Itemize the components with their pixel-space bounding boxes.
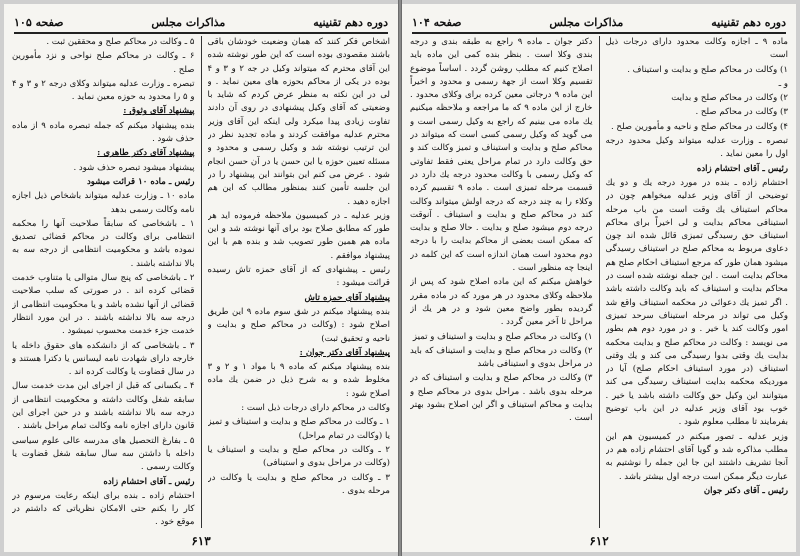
paragraph: تبصره ـ وزارت عدليه ميتواند وكيل محدود درجه اول را معين نمايد .	[605, 136, 788, 160]
text-columns	[12, 36, 390, 528]
paragraph: تبصره ـ وزارت عدليه ميتواند وكلاى درجه ۲ و ۳ و ۴ و ۵ را محدود به حوزه معين نمايد .	[12, 78, 195, 103]
paragraph: وكالت در محاكم داراى درجات ذيل است :	[241, 403, 390, 414]
paragraph: اشخاص فكر كنند كه همان وضعيت خودشان باقى باشند مقصودى بوده است كه اين طور نوشته شده اين آقاى محترم كه ميتواند وكيل در جه ۲ و ۳ و ۴ بوده در يكى از محاكم بحوزه هاى معين نمايد . و لى در اين نكته به منظر عرض كردم كه شايد با وضعيتى كه آقاى وكيل پيشنهادى در روى آن دادند تفاوت زيادى پيدا ميكرد ولى اينكه اين آقاى وزير محترم عدليه موافقت كردند و ماده تجديد نظر در اين ترتيب نوشته شد و وكيل رسمى و محدود و مسئله تعيين حوزه يا اين حسن يا در آن حسن انجام شود . عرض مى كنم اين بتوانند اين پيشنهاد را در اين جلسه تأمين كنند بمنظور مطالب كه اين هم اجازه دهيد .	[207, 37, 390, 207]
paragraph: وزير عدليه ـ تصور ميكنم در كميسيون هم اين مطلب مذاكره شد و گويا آقاى احتشام زاده هم در آنجا تشريف داشتند اين جا اين جمله را نوشتيم به عبارت ديگر ممكن است درجه اول بيشتر باشد .	[605, 431, 788, 482]
column-divider	[599, 36, 600, 528]
paragraph: احتشام زاده ـ بنده در مورد درجه يك و دو يك توضيحى از آقاى وزير عدليه ميخواهم چون در محاكم استيناف يك وقت است من باب مرحله استينافى محاكم بدايت و لى اخيراً براى محاكم استيناف حق رسيدگى تميزى قائل شده اند چون دعاوى مربوط به محاكم صلح در استيناف رسيدگى ميشود همان طور كه مرجع استيناف احكام صلح هم محاكم بدايت است . اين جمله نوشته شده است در محاكم بدايت و استيناف كه بايد وكالت داشته باشد . اگر تميز يك دعوائى در محكمه استيناف واقع شد وكيل مى تواند در مرحله استيناف سرحد تميزى امور وكالت كند يا خير . و در مورد دوم هم بطور مى نويسد : وكالت در محاكم صلح و بدايت محكمه بدايت يك وقتى بدوا رسيدگى مى كند و يك وقتى استيناف (در مورد استيناف احكام صلح) آيا در مورديكه محكمه بدايت استيناف رسيدگى مى كند ميتوانند اين وكيل حق وكالت داشته باشد يا خير . خوب بود آقاى وزير عدليه در اين باب توضيح بفرمايند تا مطلب معلوم شود .	[605, 177, 788, 428]
paragraph: ۳) وكالت در محاكم صلح و بدايت و استيناف كه در مرحله بدوى باشد . مراحل بدوى در محاكم صلح و بدايت و محاكم استيناف و اگر اين اصلاح بشود بهتر است .	[410, 373, 593, 424]
paragraph: ۳ ـ وكالت در محاكم صلح و بدايت يا وكالت در مرحله بدوى .	[207, 472, 390, 496]
paragraph: رئيس ـ آقاى احتشام زاده	[696, 163, 788, 174]
paragraph: ۱ ـ باشخاصى كه سابقاً صلاحيت آنها را محكمه انتظامى براى وكالت در محاكم قضائى تصديق نموده باشد و محكوميت انتظامى از درجه سه به بالا نداشته باشند .	[12, 218, 195, 269]
left-page	[4, 4, 398, 552]
paragraph: ۳) وكالت در محاكم صلح .	[695, 107, 788, 118]
paragraph: پيشنهاد آقاى وثوق :	[123, 106, 195, 117]
page-footer-number: ۶۱۲	[589, 534, 609, 548]
header-title: مذاكرات مجلس	[151, 15, 226, 29]
header-title: مذاكرات مجلس	[549, 15, 624, 29]
paragraph: ۲ ـ باشخاصى كه پنج سال متوالى يا متناوب خدمت قضائى كرده اند . در صورتى كه سلب صلاحيت قضائى از آنها نشده باشد و يا محكوميت انتظامى از درجه سه بالا نداشته باشند . در اين مورد انتظار خدمت جزء خدمت محسوب نميشود .	[12, 273, 195, 337]
paragraph: ۳ ـ باشخاصى كه از دانشكده هاى حقوق داخله يا خارجه داراى شهادت نامه ليسانس يا دكترا هستند و در سال قضاوت يا وكالت كرده اند .	[12, 340, 195, 378]
paragraph: بنده پيشنهاد ميكنم كه ماده ۹ با مواد ۱ و ۲ و ۳ مخلوط شده و به شرح ذيل در ضمن يك ماده اصلاح شود :	[207, 362, 390, 399]
paragraph: ۲ ـ وكالت در محاكم صلح و بدايت و استيناف يا (وكالت در مراحل بدوى و استينافى)	[207, 444, 390, 469]
text-columns	[410, 36, 788, 528]
paragraph: ۵ ـ وكالت در محاكم صلح و محققين ثبت .	[46, 37, 195, 47]
paragraph: احتشام زاده ـ بنده براى اينكه رعايت مرسوم در كار را بكنم حتى الامكان نظرياتى كه داشتم در موقع خود .	[12, 490, 195, 528]
paragraph: رئيس ـ آقاى دكتر جوان	[703, 485, 788, 496]
header-term: دوره دهم تقنينيه	[711, 15, 786, 29]
paragraph: بنده پيشنهاد ميكنم كه جمله تبصره ماده ۹ از ماده حذف شود .	[12, 120, 195, 145]
paragraph: خواهش ميكنم كه اين ماده اصلاح شود كه پس از ملاحظه وكلاى محدود در هر مورد كه در ماده مقرر گرديده بطور واضح معين شود و در هر يك از مراحل تا آخر معين گردد .	[410, 277, 593, 328]
paragraph: وزير عدليه ـ در كميسيون ملاحظه فرموده ايد هر طور كه مطابق صلاح بود براى آنها نوشته شد و اين ماده هم همين طور تصويب شد و بنده هم با اين پيشنهاد موافقم .	[207, 210, 390, 261]
paragraph: ۴) وكالت در محاكم صلح و ناحيه و مأمورين صلح .	[610, 121, 788, 132]
paragraph: رئيس ـ ماده ۱۰ قرائت ميشود	[86, 176, 195, 187]
paragraph: ۱) وكالت در محاكم صلح و بدايت و استيناف .	[627, 64, 788, 75]
paragraph: و ـ	[778, 78, 788, 89]
paragraph: ۲) وكالت در محاكم صلح و بدايت و استيناف كه بايد در مراحل بدوى و استينافى باشد	[410, 345, 593, 370]
paragraph: پيشنهاد آقاى حمزه تاش	[304, 292, 390, 303]
paragraph: ۴ ـ بكسانى كه قبل از اجراى اين مدت خدمت سال سابقه شغل وكالت داشته و محكوميت انتظامى از درجه سه بالا نداشته باشند و در حين اجراى اين قانون داراى اجازه نامه وكالت تمام مراحل باشند .	[12, 381, 195, 432]
page-footer-number: ۶۱۳	[191, 534, 211, 548]
paragraph: رئيس ـ پيشنهادى كه از آقاى حمزه تاش رسيده قرائت ميشود :	[207, 265, 390, 289]
paragraph: ۱ ـ وكالت در محاكم صلح و بدايت و استيناف و تميز يا (وكالت در تمام مراحل)	[207, 417, 390, 441]
paragraph: ماده ۹ ـ اجازه وكالت محدود داراى درجات ذيل است	[605, 37, 788, 61]
paragraph: ۱) وكالت در محاكم صلح و بدايت و استيناف و تميز	[412, 331, 593, 342]
paragraph: بنده پيشنهاد ميكنم در شق سوم ماده ۹ اين طريق اصلاح شود : (وكالت در محاكم صلح و بدايت و ناحيه و تحقيق ثبت)	[207, 306, 390, 344]
paragraph: ماده ۱۰ ـ وزارت عدليه ميتواند باشخاص ذيل اجازه نامه وكالت رسمى بدهد	[12, 191, 195, 215]
column-divider	[201, 36, 202, 528]
paragraph: ۶ ـ وكالت در محاكم صلح نواحى و نزد مأمورين صلح .	[12, 51, 195, 75]
page-header	[14, 12, 388, 34]
paragraph: دكتر جوان ـ ماده ۹ راجع به طبقه بندى و درجه بندى وكلا است . بنظر بنده كمى اين ماده بايد اصلاح كنيم كه مطلب روشن گردد . اساساً موضوع تقسيم وكلا است از جهة رسمى و محدود و اخيراً اين ماده ۹ درجاتى معين كرده براى وكلاى محدود . خارج از اين ماده ۹ كه ما مراجعه و ملاحظه ميكنيم يك ماده مى بينيم كه راجع به وكيل رسمى است و مى گويد كه وكيل رسمى كسى است كه ميتواند در محاكم صلح و بدايت و استيناف و تميز وكالت كند و حق وكالت دارد در تمام مراحل يعنى فقط تفاوتى كه وكيل رسمى با وكالت محدود درجه يك دارد در قسمت مرحله تميزى است . ماده ۹ تقسيم كرده وكلاء را به چند درجه كه درجه اولش ميتواند وكالت كند در محاكم صلح و بدايت و استيناف . آنوقت درجه دوم ميشود صلح و بدايت . حالا صلح و بدايت كه ممكن است بعضى از محاكم بدايت را با درجه دوم محدود است همان اندازه است كه اين كلمه در اينجا چه منظور است .	[410, 37, 593, 274]
paragraph: ۵ ـ بفارغ التحصيل هاى مدرسه عالى علوم سياسى داخله با داشتن سه سال سابقه شغل قضاوت يا وكالت رسمى .	[12, 435, 195, 473]
header-page-number: صفحه ۱۰۵	[14, 15, 64, 29]
paragraph: ۲) وكالت در محاكم صلح و بدايت	[671, 93, 788, 104]
column-left	[12, 36, 195, 528]
column-left	[410, 36, 593, 528]
header-page-number: صفحه ۱۰۴	[412, 15, 462, 29]
header-term: دوره دهم تقنينيه	[313, 15, 388, 29]
page-header	[412, 12, 786, 34]
paragraph: پيشنهاد آقاى دكتر طاهرى :	[97, 148, 195, 159]
paragraph: پيشنهاد ميشود تبصره حذف شود .	[73, 162, 195, 173]
column-right	[606, 36, 789, 528]
right-page	[402, 4, 796, 552]
column-right	[208, 36, 391, 528]
paragraph: پيشنهاد آقاى دكتر جوان :	[299, 347, 390, 358]
paragraph: رئيس ـ آقاى احتشام زاده	[103, 476, 195, 487]
